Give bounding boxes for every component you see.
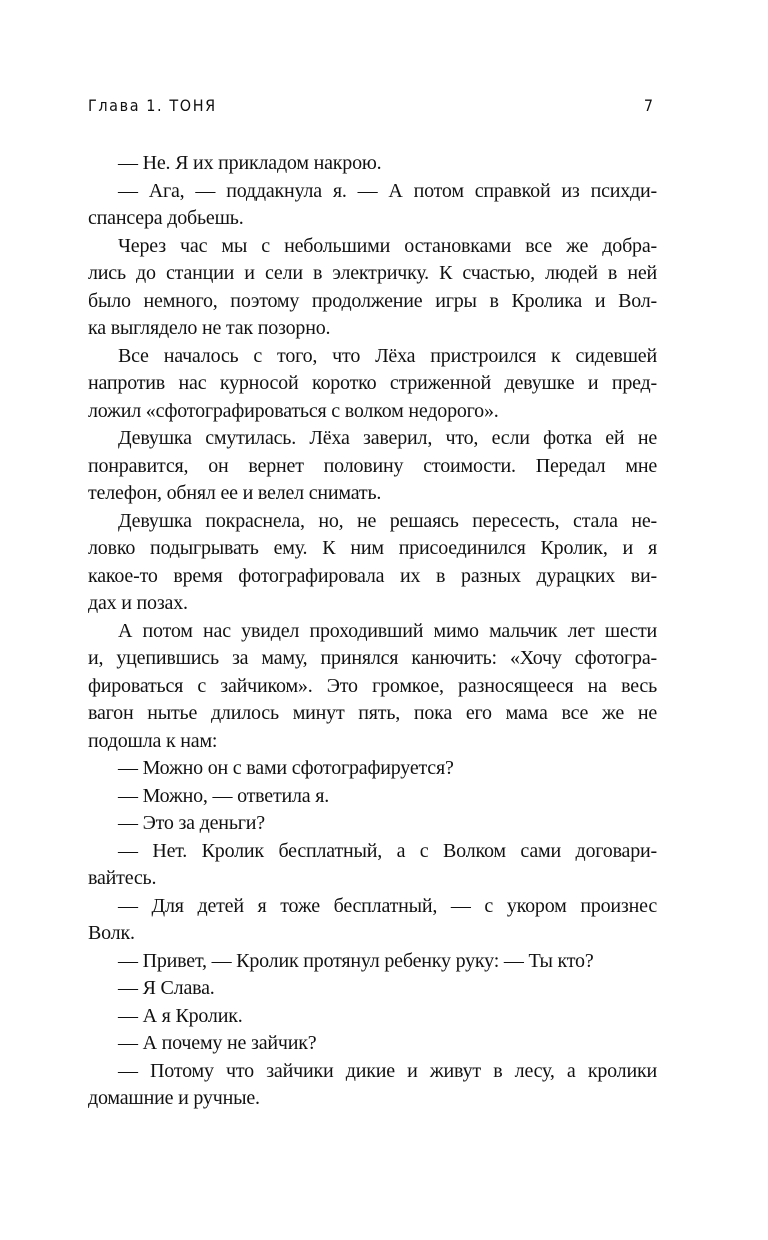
text-line: было немного, поэтому продолжение игры в Кролика и Вол- bbox=[88, 289, 657, 312]
paragraph bbox=[88, 178, 657, 233]
text-line: понравится, он вернет половину стоимости. Передал мне bbox=[88, 454, 657, 477]
text-line: Все началось с того, что Лёха пристроился к сидевшей bbox=[118, 344, 657, 367]
text-line: Девушка смутилась. Лёха заверил, что, если фотка ей не bbox=[118, 427, 657, 449]
paragraph bbox=[88, 618, 657, 756]
text-line: — Потому что зайчики дикие и живут в лесу, а кролики bbox=[118, 1059, 657, 1082]
text-line: и, уцепившись за маму, принялся канючить: «Хочу сфотогра- bbox=[88, 647, 657, 669]
text-line: — А я Кролик. bbox=[118, 1004, 243, 1027]
text-line: — Это за деньги? bbox=[118, 812, 265, 834]
text-line: Девушка покраснела, но, не решаясь пересесть, стала не- bbox=[118, 509, 657, 532]
text-line: подошла к нам: bbox=[88, 729, 218, 752]
body-text bbox=[88, 150, 657, 1113]
text-line: Через час мы с небольшими остановками все же добра- bbox=[118, 234, 657, 257]
text-line: домашние и ручные. bbox=[88, 1087, 260, 1109]
paragraph bbox=[88, 508, 657, 618]
text-line: — Я Слава. bbox=[118, 977, 215, 999]
text-line: вайтесь. bbox=[88, 867, 157, 889]
text-line: ка выглядело не так позорно. bbox=[88, 317, 331, 339]
text-line: лись до станции и сели в электричку. К счастью, людей в ней bbox=[88, 262, 657, 284]
text-line: какое-то время фотографировала их в разных дурацких ви- bbox=[88, 564, 657, 587]
text-line: — Можно, — ответила я. bbox=[118, 784, 330, 807]
text-line: телефон, обнял ее и велел снимать. bbox=[88, 482, 382, 504]
text-line: А потом нас увидел проходивший мимо мальчик лет шести bbox=[118, 619, 657, 642]
text-line: спансера добьешь. bbox=[88, 207, 244, 229]
paragraph bbox=[88, 755, 657, 783]
text-line: ловко подыгрывать ему. К ним присоединился Кролик, и я bbox=[88, 537, 657, 559]
running-header bbox=[88, 96, 657, 120]
paragraph bbox=[88, 838, 657, 893]
chapter-title: Глава 1. ТОНЯ bbox=[88, 96, 217, 115]
paragraph bbox=[88, 425, 657, 508]
paragraph bbox=[88, 233, 657, 343]
text-line: — Нет. Кролик бесплатный, а с Волком сами договари- bbox=[118, 839, 657, 862]
text-line: — Ага, — поддакнула я. — А потом справкой из психди- bbox=[118, 179, 657, 202]
page-number: 7 bbox=[643, 96, 653, 115]
text-line: — Можно он с вами сфотографируется? bbox=[118, 757, 454, 779]
text-line: Волк. bbox=[88, 922, 135, 944]
paragraph bbox=[88, 893, 657, 948]
text-line: — А почему не зайчик? bbox=[118, 1032, 317, 1054]
text-line: дах и позах. bbox=[88, 592, 188, 614]
paragraph bbox=[88, 1003, 657, 1031]
paragraph bbox=[88, 810, 657, 838]
text-line: — Привет, — Кролик протянул ребенку руку: — Ты кто? bbox=[118, 949, 594, 972]
paragraph bbox=[88, 975, 657, 1003]
paragraph bbox=[88, 343, 657, 426]
text-line: фироваться с зайчиком». Это громкое, разносящееся на весь bbox=[88, 674, 657, 697]
paragraph bbox=[88, 1058, 657, 1113]
text-line: — Не. Я их прикладом накрою. bbox=[118, 152, 382, 174]
paragraph bbox=[88, 948, 657, 976]
paragraph bbox=[88, 783, 657, 811]
text-line: — Для детей я тоже бесплатный, — с укором произнес bbox=[118, 894, 657, 917]
text-line: напротив нас курносой коротко стриженной девушке и пред- bbox=[88, 372, 657, 394]
text-line: вагон нытье длилось минут пять, пока его мама все же не bbox=[88, 702, 657, 724]
paragraph bbox=[88, 150, 657, 178]
text-line: ложил «сфотографироваться с волком недорого». bbox=[88, 399, 499, 422]
paragraph bbox=[88, 1030, 657, 1058]
